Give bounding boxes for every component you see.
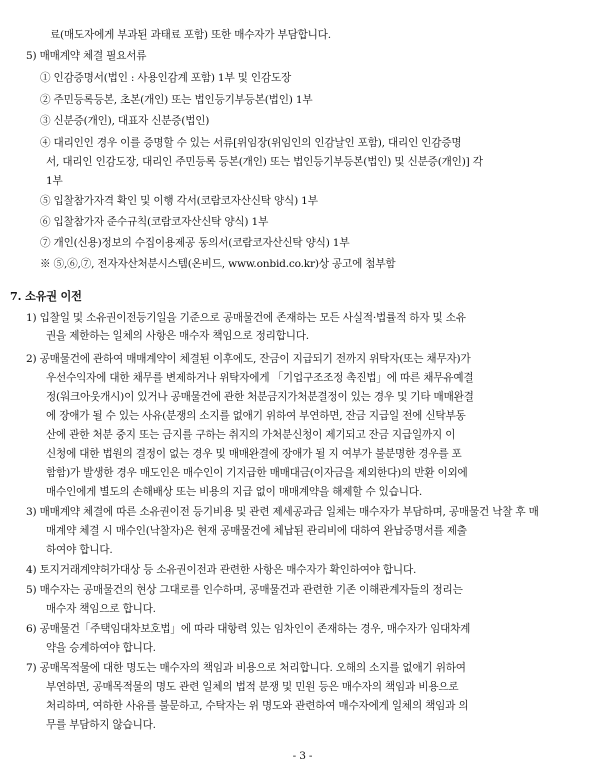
- para-2-line-1: 2) 공매물건에 관하여 매매계약이 체결된 이후에도, 잔금이 지급되기 전까지 위탁자(또는 채무자)가: [26, 353, 471, 365]
- para-1-line-2: 권을 제한하는 일체의 사항은 매수자 책임으로 정리합니다.: [46, 330, 309, 342]
- para-7-line-4: 무를 부담하지 않습니다.: [46, 719, 156, 731]
- para-2-line-7: 함함)가 발생한 경우 매도인은 매수인이 기지급한 매매대금(이자금을 제외한다)의 반환 이외에: [46, 467, 468, 479]
- para-2-line-2: 우선수익자에 대한 채무를 변제하거나 위탁자에게 「기업구조조정 촉진법」에 따른 채무유예결: [46, 372, 474, 384]
- para-6-line-1: 6) 공매물건「주택임대차보호법」에 따라 대항력 있는 임차인이 존재하는 경우, 매수자가 임대차계: [26, 623, 471, 635]
- doc-item-7: ⑦ 개인(신용)정보의 수집이용제공 동의서(코람코자산신탁 양식) 1부: [40, 237, 350, 249]
- para-3-line-2: 매계약 체결 시 매수인(낙찰자)은 현재 공매물건에 체납된 관리비에 대하여 완납증명서를 제출: [46, 525, 467, 537]
- doc-note: ※ ⑤,⑥,⑦, 전자자산처분시스템(온비드, www.onbid.co.kr)상 공고에 첨부함: [40, 258, 396, 270]
- doc-item-4-cont: 서, 대리인 인감도장, 대리인 주민등록 등본(개인) 또는 법인등기부등본(법인) 및 신분증(개인)] 각: [46, 156, 483, 168]
- continuation-text: 료(매도자에게 부과된 과태료 포함) 또한 매수자가 부담합니다.: [50, 29, 331, 41]
- para-2-line-6: 신청에 대한 법원의 결정이 없는 경우 및 매매완결에 장애가 될 지 여부가 불분명한 경우를 포: [46, 448, 462, 460]
- doc-item-5: ⑤ 입찰참가자격 확인 및 이행 각서(코람코자산신탁 양식) 1부: [40, 195, 318, 207]
- para-3-line-3: 하여야 합니다.: [46, 544, 113, 556]
- para-6-line-2: 약을 승계하여야 합니다.: [46, 642, 156, 654]
- doc-item-1: ① 인감증명서(법인 : 사용인감계 포함) 1부 및 인감도장: [40, 72, 292, 84]
- para-7-line-3: 처리하며, 여하한 사유를 불문하고, 수탁자는 위 명도와 관련하여 매수자에게 일체의 책임과 의: [46, 700, 469, 712]
- para-4-line-1: 4) 토지거래계약허가대상 등 소유권이전과 관련한 사항은 매수자가 확인하여야 합니다.: [26, 564, 417, 576]
- section-title: 7. 소유권 이전: [10, 289, 82, 303]
- para-5-line-1: 5) 매수자는 공매물건의 현상 그대로를 인수하며, 공매물건과 관련한 기존 이해관계자들의 정리는: [26, 584, 463, 596]
- para-7-line-2: 부연하면, 공매목적물의 명도 관련 일체의 법적 분쟁 및 민원 등은 매수자의 책임과 비용으로: [46, 681, 459, 693]
- doc-item-6: ⑥ 입찰참가자 준수규칙(코람코자산신탁 양식) 1부: [40, 216, 269, 228]
- doc-item-3: ③ 신분증(개인), 대표자 신분증(법인): [40, 115, 210, 127]
- doc-item-2: ② 주민등록등본, 초본(개인) 또는 법인등기부등본(법인) 1부: [40, 94, 313, 106]
- docs-heading: 5) 매매계약 체결 필요서류: [26, 50, 147, 62]
- para-1-line-1: 1) 입찰일 및 소유권이전등기일을 기준으로 공매물건에 존재하는 모든 사실적·법률적 하자 및 소유: [26, 312, 466, 324]
- doc-item-4-cont2: 1부: [46, 175, 63, 187]
- para-5-line-2: 매수자 책임으로 합니다.: [46, 603, 156, 615]
- para-2-line-8: 매수인에게 별도의 손해배상 또는 비용의 지급 없이 매매계약을 해제할 수 있습니다.: [46, 486, 422, 498]
- para-2-line-4: 에 장애가 될 수 있는 사유(분쟁의 소지를 없애기 위하여 부연하면, 잔금 지급일 전에 신탁부동: [46, 410, 466, 422]
- doc-item-4: ④ 대리인인 경우 이를 증명할 수 있는 서류[위임장(위임인의 인감날인 포함), 대리인 인감증명: [40, 137, 462, 149]
- para-2-line-3: 정(워크아웃개시)이 있거나 공매물건에 관한 처분금지가처분결정이 있는 경우 및 기타 매매완결: [46, 391, 474, 403]
- para-3-line-1: 3) 매매계약 체결에 따른 소유권이전 등기비용 및 관련 제세공과금 일체는 매수자가 부담하며, 공매물건 낙찰 후 매: [26, 506, 539, 518]
- para-2-line-5: 산에 관한 처분 중지 또는 금지를 구하는 취지의 가처분신청이 제기되고 잔금 지급일까지 이: [46, 429, 456, 441]
- page-number: - 3 -: [292, 750, 313, 762]
- para-7-line-1: 7) 공매목적물에 대한 명도는 매수자의 책임과 비용으로 처리합니다. 오해의 소지를 없애기 위하여: [26, 662, 466, 674]
